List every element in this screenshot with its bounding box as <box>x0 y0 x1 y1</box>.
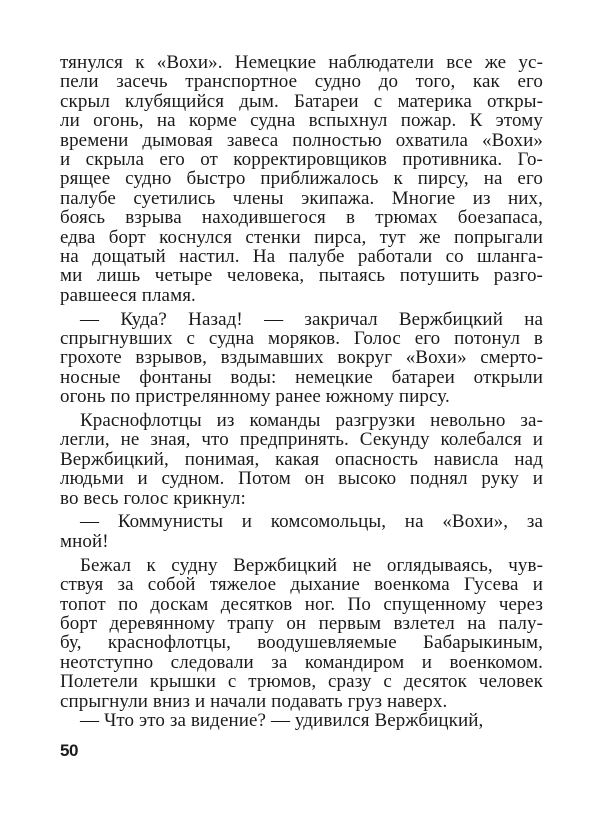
text-line: Вержбицкий, понимая, какая опасность нависла над <box>60 448 543 470</box>
text-line: огонь по пристрелянному ранее южному пирсу. <box>60 386 450 408</box>
text-line: палубе суетились члены экипажа. Многие из них, <box>60 187 543 209</box>
paragraph <box>60 53 543 305</box>
text-line: Бежал к судну Вержбицкий не оглядываясь, чув- <box>80 554 543 576</box>
text-line: — Куда? Назад! — закричал Вержбицкий на <box>80 308 543 330</box>
text-line: боясь взрыва находившегося в трюмах боезапаса, <box>60 207 543 229</box>
text-line: времени дымовая завеса полностью охватила «Вохи» <box>60 129 543 151</box>
text-line: Полетели крышки с трюмов, сразу с десяток человек <box>60 671 543 693</box>
text-line: рящее судно быстро приближалось к пирсу, на его <box>60 168 543 190</box>
text-line: неотступно следовали за командиром и военкомом. <box>60 651 543 673</box>
page-body-text <box>60 53 543 735</box>
text-line: равшееся пламя. <box>60 284 196 306</box>
text-line: ли огонь, на корме судна вспыхнул пожар. К этому <box>60 110 543 132</box>
text-line: ми лишь четыре человека, пытаясь потушить разго- <box>60 265 543 287</box>
page-number: 50 <box>60 741 78 760</box>
text-line: и скрыла его от корректировщиков противника. Го- <box>60 148 543 170</box>
text-line: едва борт коснулся стенки пирса, тут же попрыгали <box>60 226 543 248</box>
paragraph <box>60 411 543 508</box>
text-line: грохоте взрывов, вздымавших вокруг «Вохи» смерто- <box>60 347 543 369</box>
text-line: носные фонтаны воды: немецкие батареи открыли <box>60 366 543 388</box>
text-line: Краснофлотцы из команды разгрузки невольно за- <box>80 410 543 432</box>
text-line: топот по доскам десятков ног. По спущенному через <box>60 593 543 615</box>
text-line: — Коммунисты и комсомольцы, на «Вохи», за <box>80 511 543 533</box>
text-line: бу, краснофлотцы, воодушевляемые Бабарыкиным, <box>60 632 543 654</box>
text-line: на дощатый настил. На палубе работали со шланга- <box>60 245 543 267</box>
paragraph <box>60 512 543 551</box>
paragraph <box>60 711 543 730</box>
paragraph <box>60 310 543 407</box>
text-line: борт деревянному трапу он первым взлетел на палу- <box>60 612 543 634</box>
text-line: спрыгнувших с судна моряков. Голос его потонул в <box>60 327 543 349</box>
text-line: мной! <box>60 530 109 552</box>
text-line: спрыгнули вниз и начали подавать груз наверх. <box>60 690 448 712</box>
text-line: во весь голос крикнул: <box>60 487 246 509</box>
text-line: легли, не зная, что предпринять. Секунду колебался и <box>60 429 543 451</box>
text-line: ствуя за собой тяжелое дыхание военкома Гусева и <box>60 574 543 596</box>
text-line: скрыл клубящийся дым. Батареи с материка откры- <box>60 90 543 112</box>
text-line: пели засечь транспортное судно до того, как его <box>60 71 543 93</box>
text-line: людьми и судном. Потом он высоко поднял руку и <box>60 468 543 490</box>
text-line: — Что это за видение? — удивился Вержбицкий, <box>80 709 484 731</box>
paragraph <box>60 556 543 711</box>
text-line: тянулся к «Вохи». Немецкие наблюдатели все же ус- <box>60 52 543 73</box>
